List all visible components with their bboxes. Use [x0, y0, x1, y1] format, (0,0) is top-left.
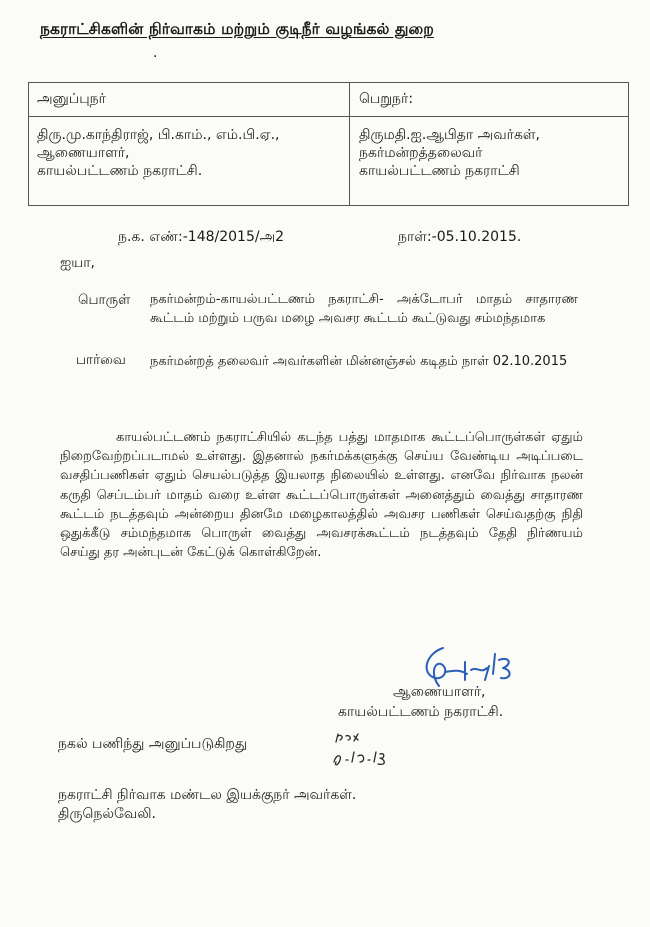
subject-label: பொருள் [78, 292, 131, 308]
department-title: நகராட்சிகளின் நிர்வாகம் மற்றும் குடிநீர் வழங்கல் துறை [40, 20, 434, 38]
copy-recipient-city: திருநெல்வேலி. [58, 806, 156, 822]
copy-forward-note: நகல் பணிந்து அனுப்படுகிறது [58, 736, 248, 752]
signatory-office: காயல்பட்டணம் நகராட்சி. [338, 704, 504, 720]
recipient-heading: பெறுநர்: [359, 91, 414, 107]
subject-text: நகர்மன்றம்-காயல்பட்டணம் நகராட்சி- அக்டோபர் மாதம் சாதாரண கூட்டம் மற்றும் பருவ மழை அவசர கூட்டம் கூட்டுவது சம்மந்தமாக [150, 292, 578, 326]
reference-number: ந.க. எண்:-148/2015/அ2 [118, 229, 285, 245]
sender-address [37, 126, 280, 180]
letter-date: நாள்:-05.10.2015. [398, 229, 522, 245]
sender-heading: அனுப்புநர் [37, 91, 106, 107]
reference-label: பார்வை [76, 352, 126, 368]
reference-text: நகர்மன்றத் தலைவர் அவர்களின் மின்னஞ்சல் கடிதம் நாள் 02.10.2015 [150, 354, 568, 369]
salutation: ஐயா, [60, 255, 96, 271]
table-row-divider [29, 116, 628, 117]
sender-line: காயல்பட்டணம் நகராட்சி. [37, 163, 203, 179]
signatory-title: ஆணையாளர், [393, 684, 486, 700]
address-table [28, 82, 629, 206]
sender-line: திரு.மு.காந்திராஜ், பி.காம்., எம்.பி.ஏ., [37, 127, 280, 143]
recipient-line: நகர்மன்றத்தலைவர் [359, 145, 483, 161]
stray-dot: · [153, 49, 158, 65]
recipient-line: காயல்பட்டணம் நகராட்சி [359, 163, 520, 179]
recipient-line: திருமதி.ஐ.ஆபிதா அவர்கள், [359, 127, 540, 143]
copy-recipient-name: நகராட்சி நிர்வாக மண்டல இயக்குநர் அவர்கள். [58, 787, 357, 803]
recipient-address [359, 126, 540, 180]
handwritten-initials [332, 732, 402, 768]
letter-body: காயல்பட்டணம் நகராட்சியில் கடந்த பத்து மாதமாக கூட்டப்பொருள்கள் ஏதும் நிறைவேற்றப்படாமல் உள்ளது. இதனால் நகர்மக்களுக்கு செய்ய வேண்டிய அடிப்படை வசதிப்பணிகள் ஏதும் செயல்படுத்த இயலாத நிலையில் உள்ளது. எனவே நிர்வாக நலன் கருதி செப்டம்பர் மாதம் வரை உள்ள கூட்டப்பொருள்கள் அனைத்தும் வைத்து சாதாரண கூட்டம் நடத்தவும் அன்றைய தினமே மழைகாலத்தில் அவசர பணிகள் செய்வதற்கு நிதி ஒதுக்கீடு சம்மந்தமாக பொருள் வைத்து அவசரக்கூட்டம் நடத்தவும் தேதி நிர்ணயம் செய்து தர அன்புடன் கேட்டுக் கொள்கிறேன். [60, 430, 583, 561]
table-column-divider [349, 83, 350, 205]
sender-line: ஆணையாளர், [37, 145, 130, 161]
